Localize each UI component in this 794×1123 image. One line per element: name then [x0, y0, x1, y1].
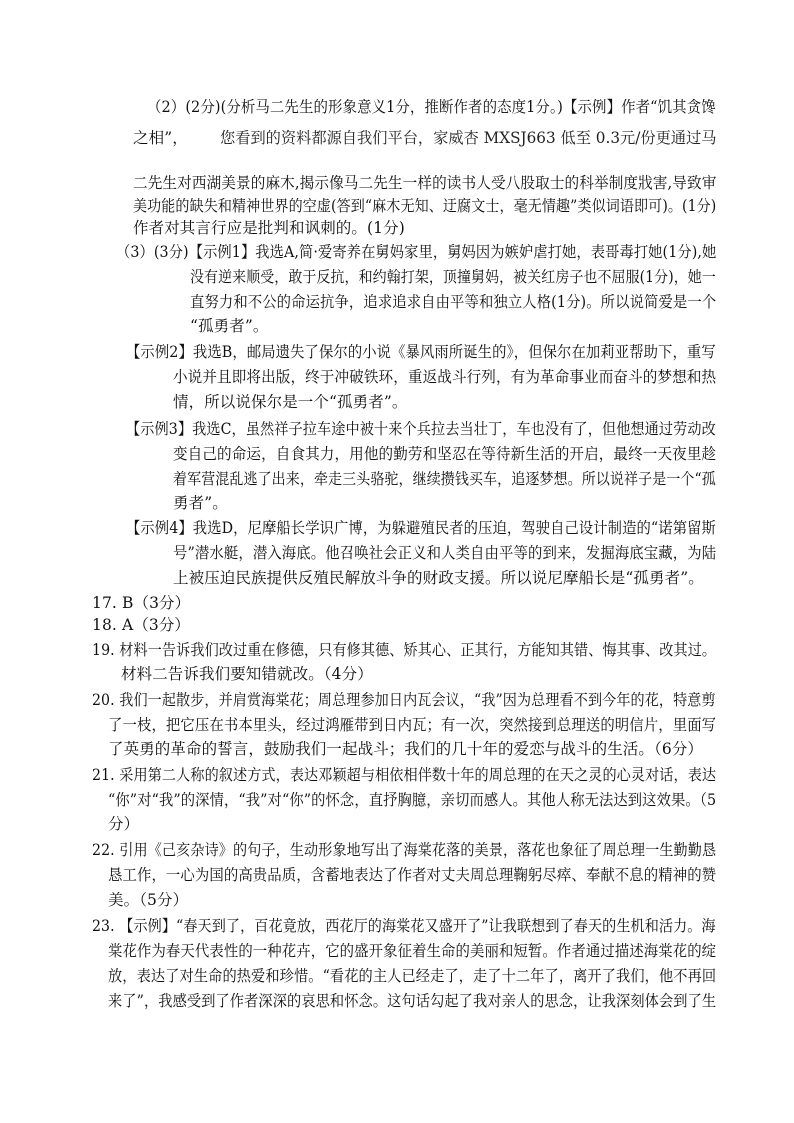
text-line: 17. B（3分）	[92, 594, 191, 612]
text-line: 二先生对西湖美景的麻木,揭示像马二先生一样的读书人受八股取士的科举制度戕害,导致审	[133, 174, 717, 192]
watermark-ad-line: 您看到的资料都源自我们平台，家威杏 MXSJ663 低至 0.3元/份更通过马	[220, 129, 717, 147]
text-line: 来了”，我感受到了作者深深的哀思和怀念。这句话勾起了我对亲人的思念，让我深刻体会到了生	[108, 992, 717, 1010]
text-line: 了英勇的革命的誓言，鼓励我们一起战斗；我们的几十年的爱恋与战斗的生活。（6分）	[108, 740, 704, 758]
text-line: 作者对其言行应是批判和讽刺的。(1分)	[133, 219, 405, 237]
text-line: “孤勇者”。	[190, 317, 269, 335]
text-line: 勇者”。	[173, 494, 228, 512]
text-line: 棠花作为春天代表性的一种花卉，它的盛开象征着生命的美丽和短暂。作者通过描述海棠花的绽	[108, 942, 717, 960]
text-line: 了一枝，把它压在书本里头，经过鸿雁带到日内瓦；有一次，突然接到总理送的明信片，里面写	[108, 716, 717, 734]
text-line: 号”潜水艇，潜入海底。他召唤社会正义和人类自由平等的到来，发掘海底宝藏，为陆	[173, 544, 717, 562]
text-line: 之相”，	[133, 129, 188, 147]
text-line: 没有逆来顺受，敢于反抗，和约翰打架，顶撞舅妈，被关红房子也不屈服(1分)，她一	[190, 268, 716, 286]
text-line: “你”对“我”的深情，“我”对“你”的怀念，直抒胸臆，亲切而感人。其他人称无法达到这效果。（5	[108, 791, 717, 809]
text-line: 变自己的命运，自食其力，用他的勤劳和坚忍在等待新生活的开启，最终一天夜里趁	[173, 445, 717, 463]
text-line: 着军营混乱逃了出来，牵走三头骆驼，继续攒钱买车，追逐梦想。所以说祥子是一个“孤	[173, 470, 716, 488]
text-line: 22. 引用《己亥杂诗》的句子，生动形象地写出了海棠花落的美景，落花也象征了周总理一生勤勤恳	[92, 841, 717, 859]
text-line: （3）(3分)【示例1】我选A,简·爱寄养在舅妈家里，舅妈因为嫉妒虐打她，表哥毒打她(1分),她	[116, 243, 717, 261]
text-line: 小说并且即将出版，终于冲破铁环，重返战斗行列，有为革命事业而奋斗的梦想和热	[173, 368, 717, 386]
text-line: 上被压迫民族提供反殖民解放斗争的财政支援。所以说尼摩船长是“孤勇者”。	[173, 569, 704, 587]
text-line: 【示例2】我选B，邮局遗失了保尔的小说《暴风雨所诞生的》，但保尔在加莉亚帮助下，重写	[126, 343, 716, 361]
text-line: 恳工作，一心为国的高贵品质，含蓄地表达了作者对丈夫周总理鞠躬尽瘁、奉献不息的精神的赞	[108, 866, 717, 884]
text-line: 情，所以说保尔是一个“孤勇者”。	[173, 393, 408, 411]
text-line: 放，表达了对生命的热爱和珍惜。“看花的主人已经走了，走了十二年了，离开了我们，他不再回	[108, 967, 717, 985]
text-line: 美。（5分）	[108, 891, 189, 909]
text-line: 【示例4】我选D，尼摩船长学识广博，为躲避殖民者的压迫，驾驶自己设计制造的“诺第留斯	[126, 519, 716, 537]
text-line: 18. A（3分）	[92, 616, 191, 634]
text-line: 23. 【示例】“春天到了，百花竟放，西花厅的海棠花又盛开了”让我联想到了春天的生机和活力。海	[92, 917, 716, 935]
text-line: 分）	[108, 815, 140, 833]
text-line: 21. 采用第二人称的叙述方式，表达邓颖超与相依相伴数十年的周总理的在天之灵的心灵对话，表达	[92, 766, 717, 784]
text-line: 20. 我们一起散步，并肩赏海棠花；周总理参加日内瓦会议，“我”因为总理看不到今年的花，特意剪	[92, 691, 716, 709]
text-line: 直努力和不公的命运抗争，追求追求自由平等和独立人格(1分)。所以说简爱是一个	[190, 293, 717, 311]
text-line: 美功能的缺失和精神世界的空虚(答到“麻木无知、迂腐文士，毫无情趣”类似词语即可)。(1分)	[133, 197, 717, 215]
text-line: 【示例3】我选C，虽然祥子拉车途中被十来个兵拉去当壮丁，车也没有了，但他想通过劳动改	[126, 420, 716, 438]
text-line: （2）(2分)(分析马二先生的形象意义1分，推断作者的态度1分。)【示例】作者“饥其贪馋	[147, 98, 716, 116]
text-line: 材料二告诉我们要知错就改。（4分）	[121, 665, 373, 683]
text-line: 19. 材料一告诉我们改过重在修德，只有修其德、矫其心、正其行，方能知其错、悔其事、改其过。	[92, 641, 717, 659]
